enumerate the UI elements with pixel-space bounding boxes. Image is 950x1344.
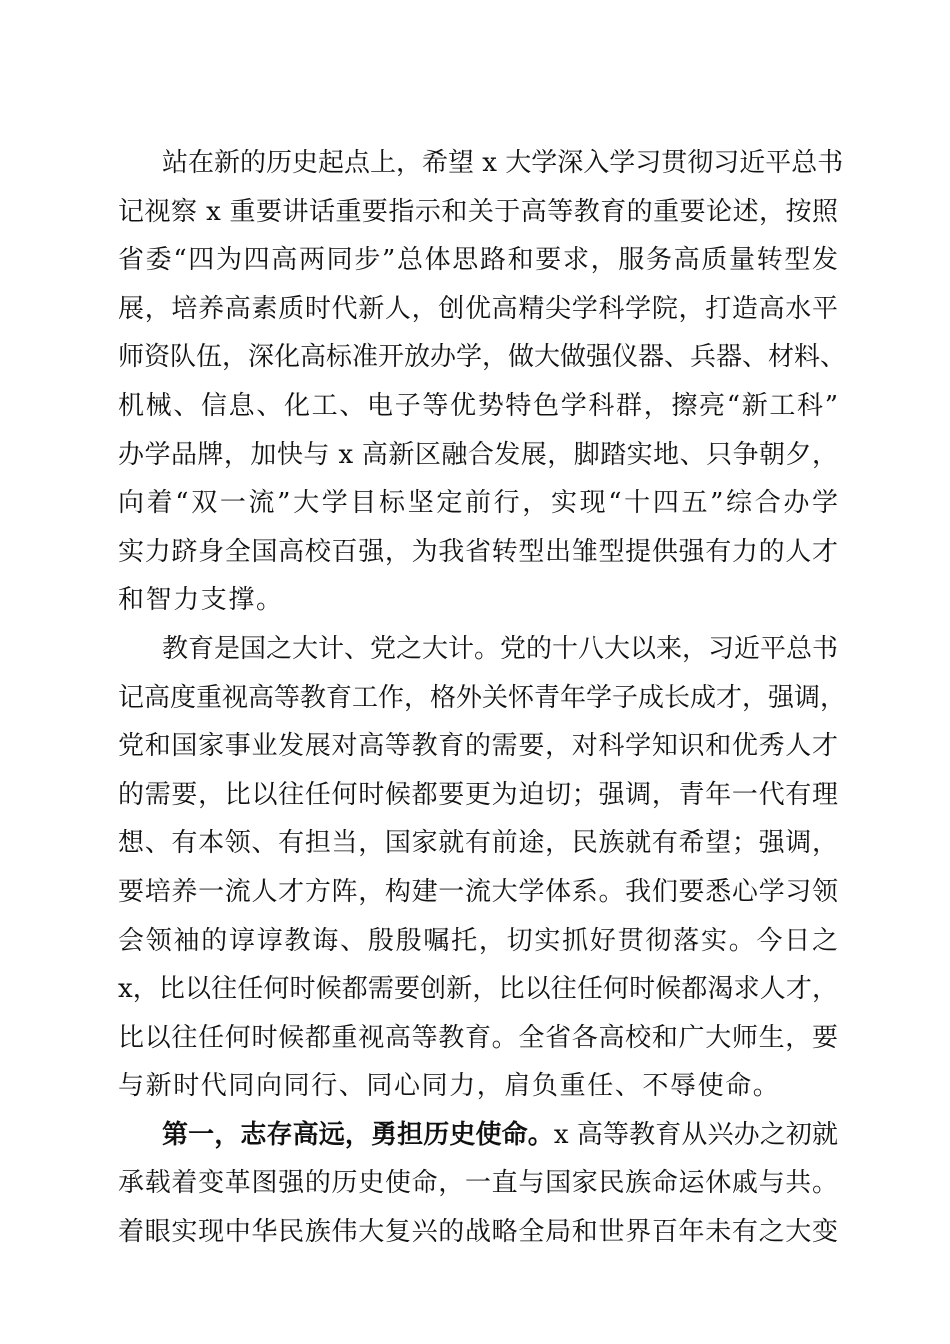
text-line: 展，培养高素质时代新人，创优高精尖学科学院，打造高水平 bbox=[118, 293, 838, 324]
text-line: 的需要，比以往任何时候都要更为迫切；强调，青年一代有理 bbox=[118, 779, 838, 810]
text-line: 比以往任何时候都重视高等教育。全省各高校和广大师生，要 bbox=[118, 1022, 838, 1053]
text-line: 会领袖的谆谆教诲、殷殷嘱托，切实抓好贯彻落实。今日之 bbox=[118, 925, 838, 956]
section-heading: 第一，志存高远，勇担历史使命。 bbox=[162, 1119, 554, 1150]
text-line: 和智力支撑。 bbox=[118, 585, 284, 616]
text-line: 省委“四为四高两同步”总体思路和要求，服务高质量转型发 bbox=[118, 245, 838, 276]
text-line: 要培养一流人才方阵，构建一流大学体系。我们要悉心学习领 bbox=[118, 876, 838, 907]
text-line bbox=[118, 1111, 838, 1160]
text-line: 着眼实现中华民族伟大复兴的战略全局和世界百年未有之大变 bbox=[118, 1217, 838, 1248]
paragraph-3 bbox=[118, 1111, 838, 1257]
text-line: 机械、信息、化工、电子等优势特色学科群，擦亮“新工科” bbox=[118, 390, 838, 421]
text-line: 实力跻身全国高校百强，为我省转型出雏型提供强有力的人才 bbox=[118, 536, 838, 567]
text-line: 教育是国之大计、党之大计。党的十八大以来，习近平总书 bbox=[162, 633, 839, 664]
text-line: 师资队伍，深化高标准开放办学，做大做强仪器、兵器、材料、 bbox=[118, 342, 847, 373]
text-line: 向着“双一流”大学目标坚定前行，实现“十四五”综合办学 bbox=[118, 488, 838, 519]
text-line: 想、有本领、有担当，国家就有前途，民族就有希望；强调， bbox=[118, 828, 838, 859]
text-line: 办学品牌，加快与 x 高新区融合发展，脚踏实地、只争朝夕， bbox=[118, 439, 838, 470]
text-line: 站在新的历史起点上，希望 x 大学深入学习贯彻习近平总书 bbox=[162, 148, 844, 178]
text-line: 党和国家事业发展对高等教育的需要，对科学知识和优秀人才 bbox=[118, 731, 838, 762]
paragraph-1 bbox=[118, 139, 847, 625]
text-line: 记视察 x 重要讲话重要指示和关于高等教育的重要论述，按照 bbox=[118, 196, 838, 227]
paragraph-2 bbox=[118, 625, 847, 1111]
text-run: x 高等教育从兴办之初就 bbox=[553, 1119, 838, 1150]
text-line: 记高度重视高等教育工作，格外关怀青年学子成长成才，强调， bbox=[118, 682, 847, 713]
text-line: 与新时代同向同行、同心同力，肩负重任、不辱使命。 bbox=[118, 1071, 781, 1102]
text-line: 承载着变革图强的历史使命，一直与国家民族命运休戚与共。 bbox=[118, 1168, 838, 1199]
text-line: x，比以往任何时候都需要创新，比以往任何时候都渴求人才， bbox=[118, 974, 838, 1005]
document-body bbox=[118, 139, 847, 1257]
